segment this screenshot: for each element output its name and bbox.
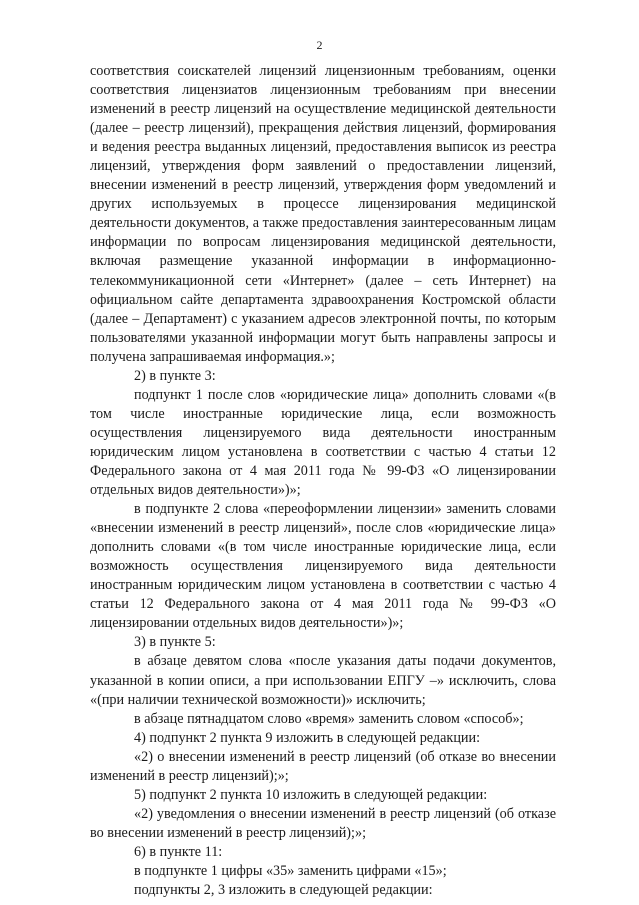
paragraph: 4) подпункт 2 пункта 9 изложить в следующей редакции: — [134, 729, 481, 746]
page-number: 2 — [316, 38, 323, 52]
paragraph: 3) в пункте 5: — [134, 634, 216, 651]
paragraph: 5) подпункт 2 пункта 10 изложить в следующей редакции: — [134, 786, 488, 803]
paragraph: в абзаце девятом слова «после указания даты подачи документов, указанной в копии описи, а при использовании ЕПГУ –» исключить, слова «(при наличии технической возможности)» исключить; — [90, 653, 556, 708]
paragraph: 6) в пункте 11: — [134, 843, 223, 860]
paragraph: в подпункте 1 цифры «35» заменить цифрами «15»; — [134, 862, 447, 879]
paragraph: подпункты 2, 3 изложить в следующей редакции: — [134, 882, 433, 899]
paragraph: «2) уведомления о внесении изменений в реестр лицензий (об отказе во внесении изменений в реестр лицензий);»; — [90, 805, 556, 841]
paragraph: в абзаце пятнадцатом слово «время» заменить словом «способ»; — [134, 710, 524, 727]
paragraph: «2) о внесении изменений в реестр лицензий (об отказе во внесении изменений в реестр лицензий);»; — [90, 748, 556, 784]
paragraph: 2) в пункте 3: — [134, 367, 216, 384]
document-body — [90, 62, 556, 900]
paragraph: соответствия соискателей лицензий лицензионным требованиям, оценки соответствия лицензиатов лицензионным требованиям при внесении изменений в реестр лицензий на осуществление медицинской деятельности (далее – реестр лицензий), прекращения действия лицензий, формирования и ведения реестра выданных лицензий, предоставления выписок из реестра лицензий, утверждения форм заявлений о предоставлении лицензий, внесении изменений в реестр лицензий, утверждения форм уведомлений и других используемых в процессе лицензирования медицинской деятельности документов, а также предоставления заинтересованным лицам информации по вопросам лицензирования медицинской деятельности, включая размещение указанной информации в информационно-телекоммуникационной сети «Интернет» (далее – сеть Интернет) на официальном сайте департамента здравоохранения Костромской области (далее – Департамент) с указанием адресов электронной почты, по которым пользователями указанной информации могут быть направлены запросы и получена запрашиваемая информация.»; — [90, 63, 556, 365]
paragraph: подпункт 1 после слов «юридические лица» дополнить словами «(в том числе иностранные юридические лица, если возможность осуществления лицензируемого вида деятельности иностранным юридическим лицом установлена в соответствии с частью 4 статьи 12 Федерального закона от 4 мая 2011 года № 99-ФЗ «О лицензировании отдельных видов деятельности»)»; — [90, 386, 556, 499]
paragraph: в подпункте 2 слова «переоформлении лицензии» заменить словами «внесении изменений в реестр лицензий», после слов «юридические лица» дополнить словами «(в том числе иностранные юридические лица, если возможность осуществления лицензируемого вида деятельности иностранным юридическим лицом установлена в соответствии с частью 4 статьи 12 Федерального закона от 4 мая 2011 года № 99-ФЗ «О лицензировании отдельных видов деятельности»)»; — [90, 501, 556, 632]
